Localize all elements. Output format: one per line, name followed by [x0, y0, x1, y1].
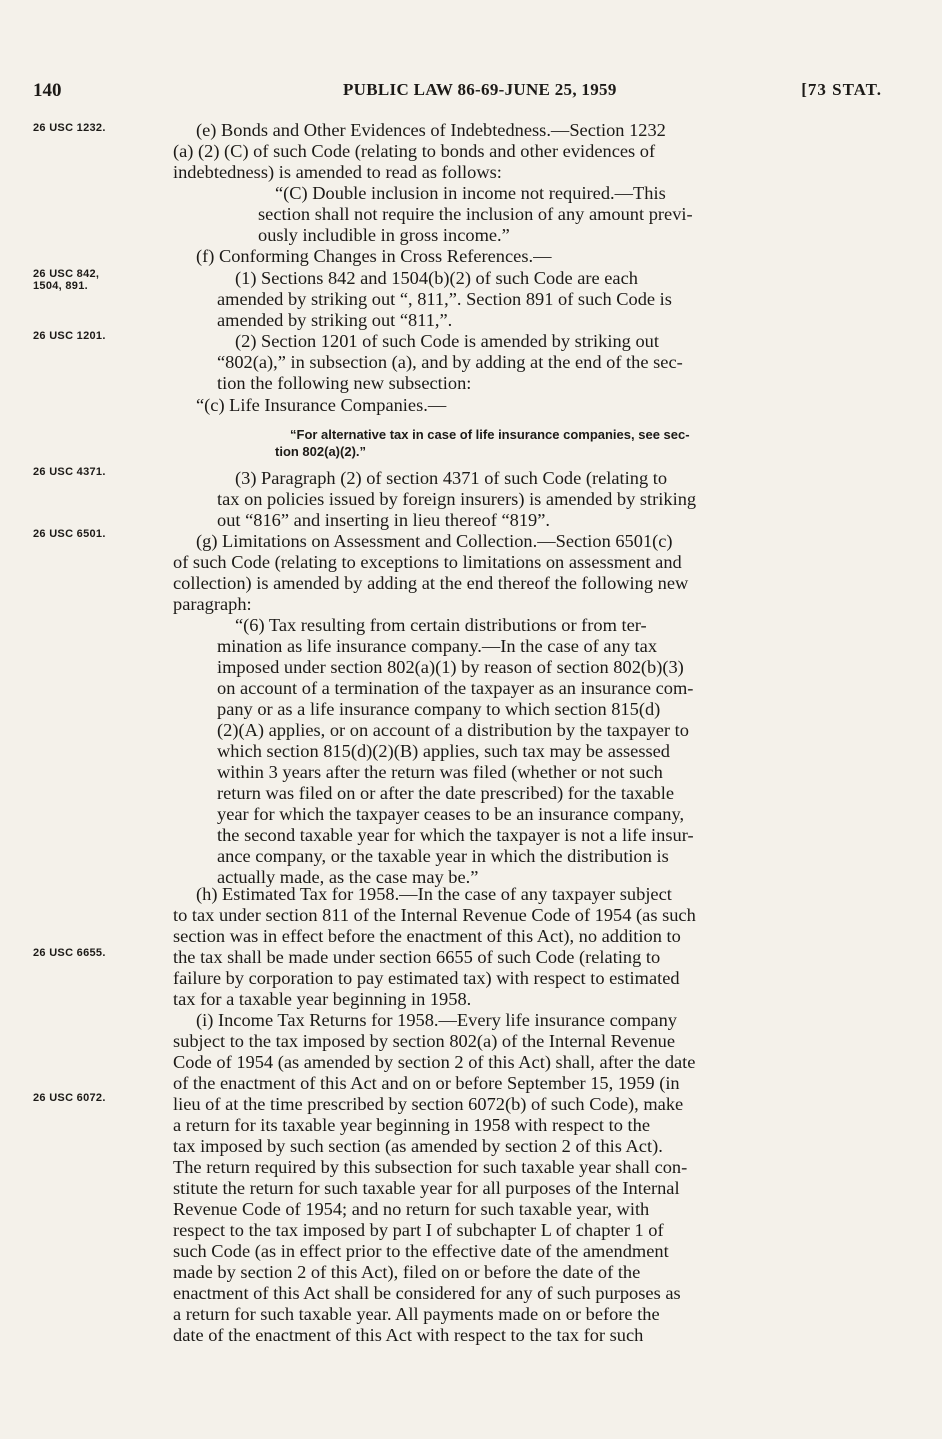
text-line: (2) Section 1201 of such Code is amended by striking out [235, 331, 659, 351]
text-line: section shall not require the inclusion of any amount previ- [258, 204, 693, 224]
text-line: date of the enactment of this Act with respect to the tax for such [173, 1325, 644, 1345]
text-line: amended by striking out “811,”. [217, 310, 453, 330]
text-line: (i) Income Tax Returns for 1958.—Every life insurance company [196, 1010, 677, 1030]
margin-note: 26 USC 842, 1504, 891. [33, 268, 100, 292]
text-line: enactment of this Act shall be considered for any of such purposes as [173, 1283, 681, 1303]
text-line: tax for a taxable year beginning in 1958. [173, 989, 472, 1009]
text-line: section was in effect before the enactment of this Act), no addition to [173, 926, 681, 946]
text-line: subject to the tax imposed by section 802(a) of the Internal Revenue [173, 1031, 676, 1051]
text-line: a return for such taxable year. All payments made on or before the [173, 1304, 660, 1324]
margin-note: 26 USC 4371. [33, 466, 106, 478]
text-line: of such Code (relating to exceptions to limitations on assessment and [173, 552, 682, 572]
margin-note: 26 USC 6072. [33, 1092, 106, 1104]
margin-note: 26 USC 1232. [33, 122, 106, 134]
text-line: pany or as a life insurance company to which section 815(d) [217, 699, 661, 719]
text-line: the tax shall be made under section 6655 of such Code (relating to [173, 947, 661, 967]
text-line: to tax under section 811 of the Internal Revenue Code of 1954 (as such [173, 905, 696, 925]
text-line: (h) Estimated Tax for 1958.—In the case of any taxpayer subject [196, 884, 672, 904]
text-line: ance company, or the taxable year in which the distribution is [217, 846, 669, 866]
text-line: mination as life insurance company.—In the case of any tax [217, 636, 658, 656]
text-line: tax imposed by such section (as amended by section 2 of this Act). [173, 1136, 663, 1156]
margin-note: 26 USC 6501. [33, 528, 106, 540]
text-line: on account of a termination of the taxpayer as an insurance com- [217, 678, 694, 698]
text-line: The return required by this subsection for such taxable year shall con- [173, 1157, 688, 1177]
text-line: a return for its taxable year beginning in 1958 with respect to the [173, 1115, 650, 1135]
text-line: Code of 1954 (as amended by section 2 of this Act) shall, after the date [173, 1052, 696, 1072]
text-line: out “816” and inserting in lieu thereof “819”. [217, 510, 550, 530]
margin-note: 26 USC 1201. [33, 330, 106, 342]
text-line: “802(a),” in subsection (a), and by adding at the end of the sec- [217, 352, 683, 372]
text-line: “(c) Life Insurance Companies.— [196, 395, 447, 415]
text-line: Revenue Code of 1954; and no return for such taxable year, with [173, 1199, 650, 1219]
text-line: the second taxable year for which the taxpayer is not a life insur- [217, 825, 694, 845]
text-line: tion 802(a)(2).” [275, 444, 367, 459]
running-header [33, 80, 882, 106]
text-line: (f) Conforming Changes in Cross References.— [196, 246, 552, 266]
text-line: of the enactment of this Act and on or before September 15, 1959 (in [173, 1073, 680, 1093]
text-line: “For alternative tax in case of life insurance companies, see sec- [290, 427, 690, 442]
text-line: (a) (2) (C) of such Code (relating to bonds and other evidences of [173, 141, 656, 161]
text-line: actually made, as the case may be.” [217, 867, 479, 887]
text-line: (e) Bonds and Other Evidences of Indebtedness.—Section 1232 [196, 120, 666, 140]
text-line: tax on policies issued by foreign insurers) is amended by striking [217, 489, 697, 509]
text-line: amended by striking out “, 811,”. Section 891 of such Code is [217, 289, 672, 309]
text-line: tion the following new subsection: [217, 373, 472, 393]
text-line: (2)(A) applies, or on account of a distribution by the taxpayer to [217, 720, 689, 740]
margin-note: 26 USC 6655. [33, 947, 106, 959]
page-number: 140 [33, 80, 62, 101]
text-line: respect to the tax imposed by part I of subchapter L of chapter 1 of [173, 1220, 664, 1240]
text-line: failure by corporation to pay estimated tax) with respect to estimated [173, 968, 680, 988]
text-line: (1) Sections 842 and 1504(b)(2) of such Code are each [235, 268, 638, 288]
text-line: return was filed on or after the date prescribed) for the taxable [217, 783, 675, 803]
text-line: ously includible in gross income.” [258, 225, 510, 245]
text-line: which section 815(d)(2)(B) applies, such tax may be assessed [217, 741, 671, 761]
text-line: lieu of at the time prescribed by section 6072(b) of such Code), make [173, 1094, 684, 1114]
header-title: PUBLIC LAW 86-69-JUNE 25, 1959 [343, 80, 617, 99]
text-line: (g) Limitations on Assessment and Collection.—Section 6501(c) [196, 531, 673, 551]
text-line: stitute the return for such taxable year for all purposes of the Internal [173, 1178, 680, 1198]
text-line: collection) is amended by adding at the end thereof the following new [173, 573, 689, 593]
text-line: paragraph: [173, 594, 252, 614]
text-line: “(6) Tax resulting from certain distributions or from ter- [235, 615, 647, 635]
text-line: indebtedness) is amended to read as follows: [173, 162, 502, 182]
text-line: “(C) Double inclusion in income not required.—This [275, 183, 666, 203]
text-line: (3) Paragraph (2) of section 4371 of such Code (relating to [235, 468, 668, 488]
text-line: within 3 years after the return was filed (whether or not such [217, 762, 663, 782]
text-line: such Code (as in effect prior to the effective date of the amendment [173, 1241, 669, 1261]
text-line: year for which the taxpayer ceases to be an insurance company, [217, 804, 685, 824]
text-line: made by section 2 of this Act), filed on or before the date of the [173, 1262, 641, 1282]
text-line: imposed under section 802(a)(1) by reason of section 802(b)(3) [217, 657, 684, 677]
statute-reference: [73 STAT. [801, 80, 882, 99]
